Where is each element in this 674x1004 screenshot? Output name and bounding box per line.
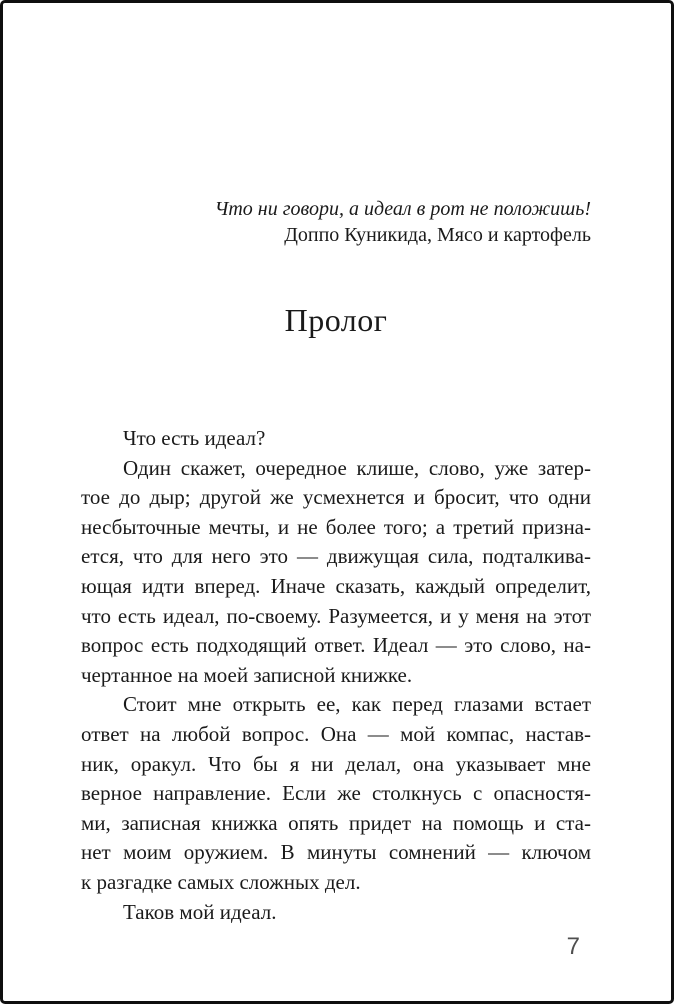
chapter-title: Пролог: [284, 302, 388, 338]
text-line: Таков мой идеал.: [123, 899, 277, 924]
text-line: что есть идеал, по-своему. Разумеется, и у меня на этот: [81, 603, 591, 628]
page-number: 7: [566, 933, 580, 961]
text-line: к разгадке самых сложных дел.: [81, 869, 361, 894]
text-line: ми, записная книжка опять придет на помощь и ста-: [81, 810, 591, 835]
text-line: Что есть идеал?: [123, 426, 266, 450]
text-line: Стоит мне открыть ее, как перед глазами встает: [123, 692, 591, 717]
epigraph: [81, 196, 591, 248]
text-line: верное направление. Если же столкнусь с опасностя-: [81, 781, 591, 806]
text-line: Один скажет, очередное клише, слово, уже затер-: [123, 455, 591, 480]
text-line: ник, оракул. Что бы я ни делал, она указывает мне: [81, 751, 591, 776]
text-line: чертанное на моей записной книжке.: [81, 662, 413, 687]
text-line: ответ на любой вопрос. Она — мой компас, настав-: [81, 721, 591, 746]
page-content: [3, 196, 671, 1004]
page-footer: [81, 934, 591, 960]
text-line: ющая идти вперед. Иначе сказать, каждый определит,: [81, 573, 591, 598]
text-line: вопрос есть подходящий ответ. Идеал — это слово, на-: [81, 633, 591, 658]
text-line: несбыточные мечты, и не более того; а третий призна-: [81, 514, 591, 539]
body-text: [81, 424, 591, 927]
text-line: нет моим оружием. В минуты сомнений — ключом: [81, 840, 591, 865]
epigraph-quote: Что ни говори, а идеал в рот не положишь!: [214, 198, 591, 220]
text-line: ется, что для него это — движущая сила, подталкива-: [81, 544, 591, 569]
text-line: тое до дыр; другой же усмехнется и бросит, что одни: [81, 485, 591, 510]
epigraph-attribution: Доппо Куникида, Мясо и картофель: [284, 224, 591, 246]
